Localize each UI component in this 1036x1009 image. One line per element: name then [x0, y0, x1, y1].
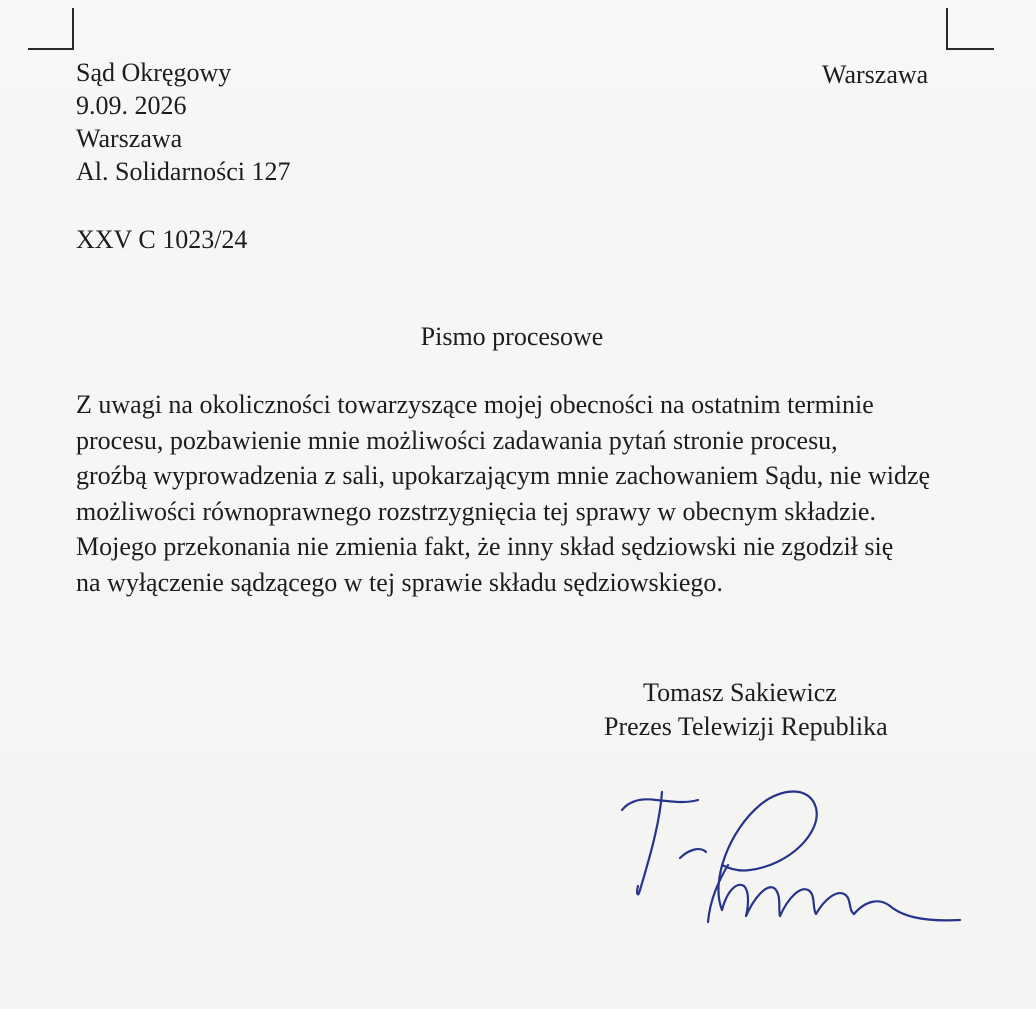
- body-line: Z uwagi na okoliczności towarzyszące mojej obecności na ostatnim terminie: [76, 390, 874, 419]
- place-of-writing: Warszawa: [822, 60, 929, 89]
- body-line: procesu, pozbawienie mnie możliwości zadawania pytań stronie procesu,: [76, 425, 838, 455]
- crop-mark-top-right: [946, 8, 994, 50]
- body-line: groźbą wyprowadzenia z sali, upokarzającym mnie zachowaniem Sądu, nie widzę: [76, 461, 931, 490]
- signature-stroke: [718, 792, 816, 911]
- signature-stroke: [680, 849, 706, 858]
- signature-stroke: [854, 901, 960, 920]
- body-line: Mojego przekonania nie zmienia fakt, że inny skład sędziowski nie zgodził się: [76, 532, 894, 561]
- case-number: XXV C 1023/24: [76, 225, 248, 254]
- document-title: Pismo procesowe: [420, 322, 604, 351]
- addressee-street: Al. Solidarności 127: [76, 157, 291, 186]
- addressee-court: Sąd Okręgowy: [76, 58, 232, 87]
- addressee-block: [76, 56, 291, 188]
- crop-mark-top-left: [28, 8, 74, 50]
- body-line: możliwości równoprawnego rozstrzygnięcia tej sprawy w obecnym składzie.: [76, 496, 876, 526]
- handwritten-signature: [610, 770, 970, 940]
- signature-stroke: [780, 889, 854, 916]
- signature-stroke: [722, 885, 780, 916]
- signer-role: Prezes Telewizji Republika: [604, 712, 888, 741]
- signature-stroke: [637, 792, 662, 894]
- body-line: na wyłączenie sądzącego w tej sprawie składu sędziowskiego.: [76, 567, 723, 597]
- signer-name: Tomasz Sakiewicz: [643, 678, 837, 707]
- document-body: [76, 387, 976, 600]
- addressee-city: Warszawa: [76, 124, 183, 153]
- document-date: 9.09. 2026: [76, 91, 187, 120]
